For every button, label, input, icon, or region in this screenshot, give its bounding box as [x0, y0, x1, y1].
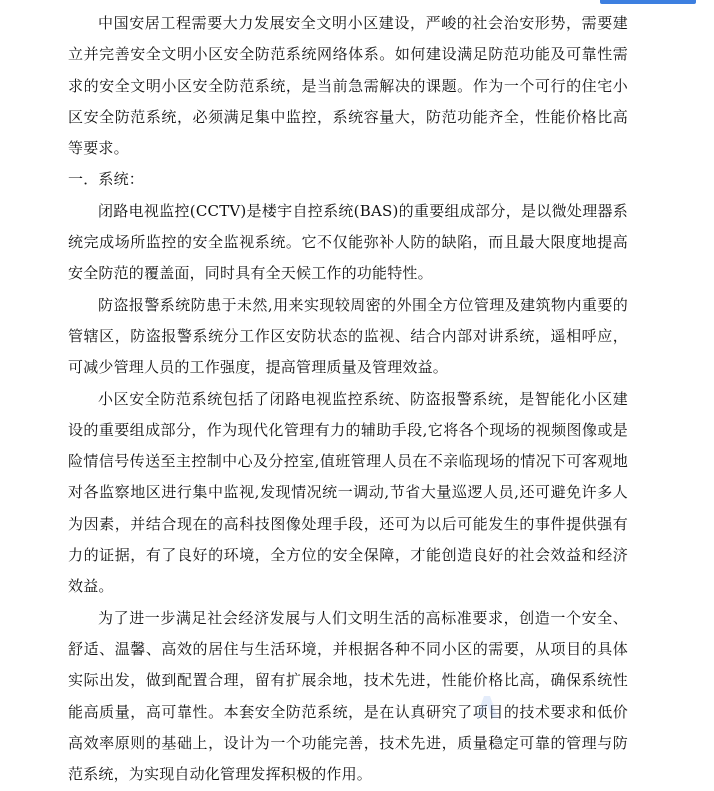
- system-overview-paragraph: 小区安全防范系统包括了闭路电视监控系统、防盗报警系统，是智能化小区建设的重要组成部分，作为现代化管理有力的辅助手段,它将各个现场的视频图像或是险情信号传送至主控制中心及分控室,值班管理人员在不亲临现场的情况下可客观地对各监察地区进行集中监视,发现情况统一调动,节省大量巡逻人员,还可避免许多人为因素，并结合现在的高科技图像处理手段，还可为以后可能发生的事件提供强有力的证据，有了良好的环境，全方位的安全保障，才能创造良好的社会效益和经济效益。: [68, 389, 628, 596]
- watermark-icon: [470, 690, 504, 724]
- intro-paragraph: 中国安居工程需要大力发展安全文明小区建设，严峻的社会治安形势，需要建立并完善安全文明小区安全防范系统网络体系。如何建设满足防范功能及可靠性需求的安全文明小区安全防范系统，是当前急需解决的课题。作为一个可行的住宅小区安全防范系统，必须满足集中监控，系统容量大，防范功能齐全，性能价格比高等要求。: [68, 14, 628, 158]
- document-body: [68, 8, 628, 790]
- design-goal-paragraph: 为了进一步满足社会经济发展与人们文明生活的高标准要求，创造一个安全、舒适、温馨、高效的居住与生活环境，并根据各种不同小区的需要，从项目的具体实际出发，做到配置合理，留有扩展余地，技术先进，性能价格比高，确保系统性能高质量，高可靠性。本套安全防范系统，是在认真研究了项目的技术要求和低价高效率原则的基础上，设计为一个功能完善，技术先进，质量稳定可靠的管理与防范系统，为实现自动化管理发挥积极的作用。: [68, 608, 628, 784]
- section-heading: 一．系统：: [68, 170, 145, 189]
- alarm-paragraph: 防盗报警系统防患于未然,用来实现较周密的外围全方位管理及建筑物内重要的管辖区，防盗报警系统分工作区安防状态的监视、结合内部对讲系统，遥相呼应，可减少管理人员的工作强度，提高管理质量及管理效益。: [68, 295, 628, 377]
- top-accent-bar: [600, 0, 696, 4]
- cctv-paragraph: 闭路电视监控(CCTV)是楼宇自控系统(BAS)的重要组成部分，是以微处理器系统完成场所监控的安全监视系统。它不仅能弥补人防的缺陷，而且最大限度地提高安全防范的覆盖面，同时具有全天候工作的功能特性。: [68, 201, 628, 283]
